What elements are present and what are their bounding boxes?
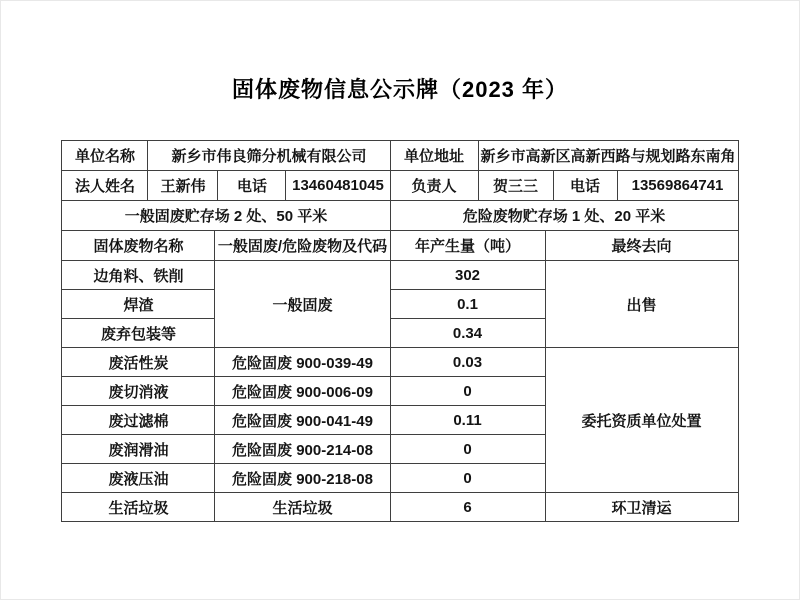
unit-row xyxy=(62,141,738,171)
phone2-label: 电话 xyxy=(553,171,617,201)
waste-amount: 0.11 xyxy=(390,406,545,435)
waste-category: 危险固废 900-218-08 xyxy=(215,464,390,493)
waste-name: 废润滑油 xyxy=(62,435,215,464)
waste-amount: 0.1 xyxy=(390,290,545,319)
unit-address-value: 新乡市高新区高新西路与规划路东南角 xyxy=(478,141,738,171)
waste-amount: 0 xyxy=(390,377,545,406)
contacts-row xyxy=(62,171,738,201)
col-header-destination: 最终去向 xyxy=(545,231,738,261)
waste-amount: 0.34 xyxy=(390,319,545,348)
unit-address-label: 单位地址 xyxy=(390,141,478,171)
waste-name: 废活性炭 xyxy=(62,348,215,377)
phone2-value: 13569864741 xyxy=(617,171,738,201)
unit-name-value: 新乡市伟良筛分机械有限公司 xyxy=(148,141,390,171)
waste-amount: 0 xyxy=(390,464,545,493)
waste-name: 废弃包装等 xyxy=(62,319,215,348)
col-header-annual-amount: 年产生量（吨） xyxy=(390,231,545,261)
col-header-category-code: 一般固废/危险废物及代码 xyxy=(215,231,390,261)
waste-category: 一般固废 xyxy=(215,261,390,348)
waste-row xyxy=(62,348,738,377)
page-title: 固体废物信息公示牌（2023 年） xyxy=(231,77,569,102)
waste-row xyxy=(62,493,738,522)
waste-destination: 环卫清运 xyxy=(545,493,738,522)
waste-row xyxy=(62,261,738,290)
waste-name: 焊渣 xyxy=(62,290,215,319)
phone1-value: 13460481045 xyxy=(286,171,390,201)
legal-person-label: 法人姓名 xyxy=(62,171,148,201)
waste-amount: 0.03 xyxy=(390,348,545,377)
storage-row xyxy=(62,201,738,231)
waste-amount: 0 xyxy=(390,435,545,464)
solid-waste-info-table xyxy=(61,140,738,522)
manager-label: 负责人 xyxy=(390,171,478,201)
waste-destination: 出售 xyxy=(545,261,738,348)
waste-name: 废液压油 xyxy=(62,464,215,493)
general-storage-cell: 一般固废贮存场 2 处、50 平米 xyxy=(62,201,390,231)
unit-name-label: 单位名称 xyxy=(62,141,148,171)
waste-name: 废切消液 xyxy=(62,377,215,406)
waste-header-row xyxy=(62,231,738,261)
waste-name: 生活垃圾 xyxy=(62,493,215,522)
waste-category: 危险固废 900-039-49 xyxy=(215,348,390,377)
phone1-label: 电话 xyxy=(218,171,286,201)
hazardous-storage-cell: 危险废物贮存场 1 处、20 平米 xyxy=(390,201,738,231)
waste-category: 危险固废 900-041-49 xyxy=(215,406,390,435)
manager-value: 贺三三 xyxy=(478,171,553,201)
waste-destination: 委托资质单位处置 xyxy=(545,348,738,493)
waste-name: 废过滤棉 xyxy=(62,406,215,435)
legal-person-value: 王新伟 xyxy=(148,171,218,201)
waste-category: 生活垃圾 xyxy=(215,493,390,522)
waste-amount: 6 xyxy=(390,493,545,522)
waste-category: 危险固废 900-006-09 xyxy=(215,377,390,406)
waste-name: 边角料、铁削 xyxy=(62,261,215,290)
waste-category: 危险固废 900-214-08 xyxy=(215,435,390,464)
col-header-waste-name: 固体废物名称 xyxy=(62,231,215,261)
waste-amount: 302 xyxy=(390,261,545,290)
